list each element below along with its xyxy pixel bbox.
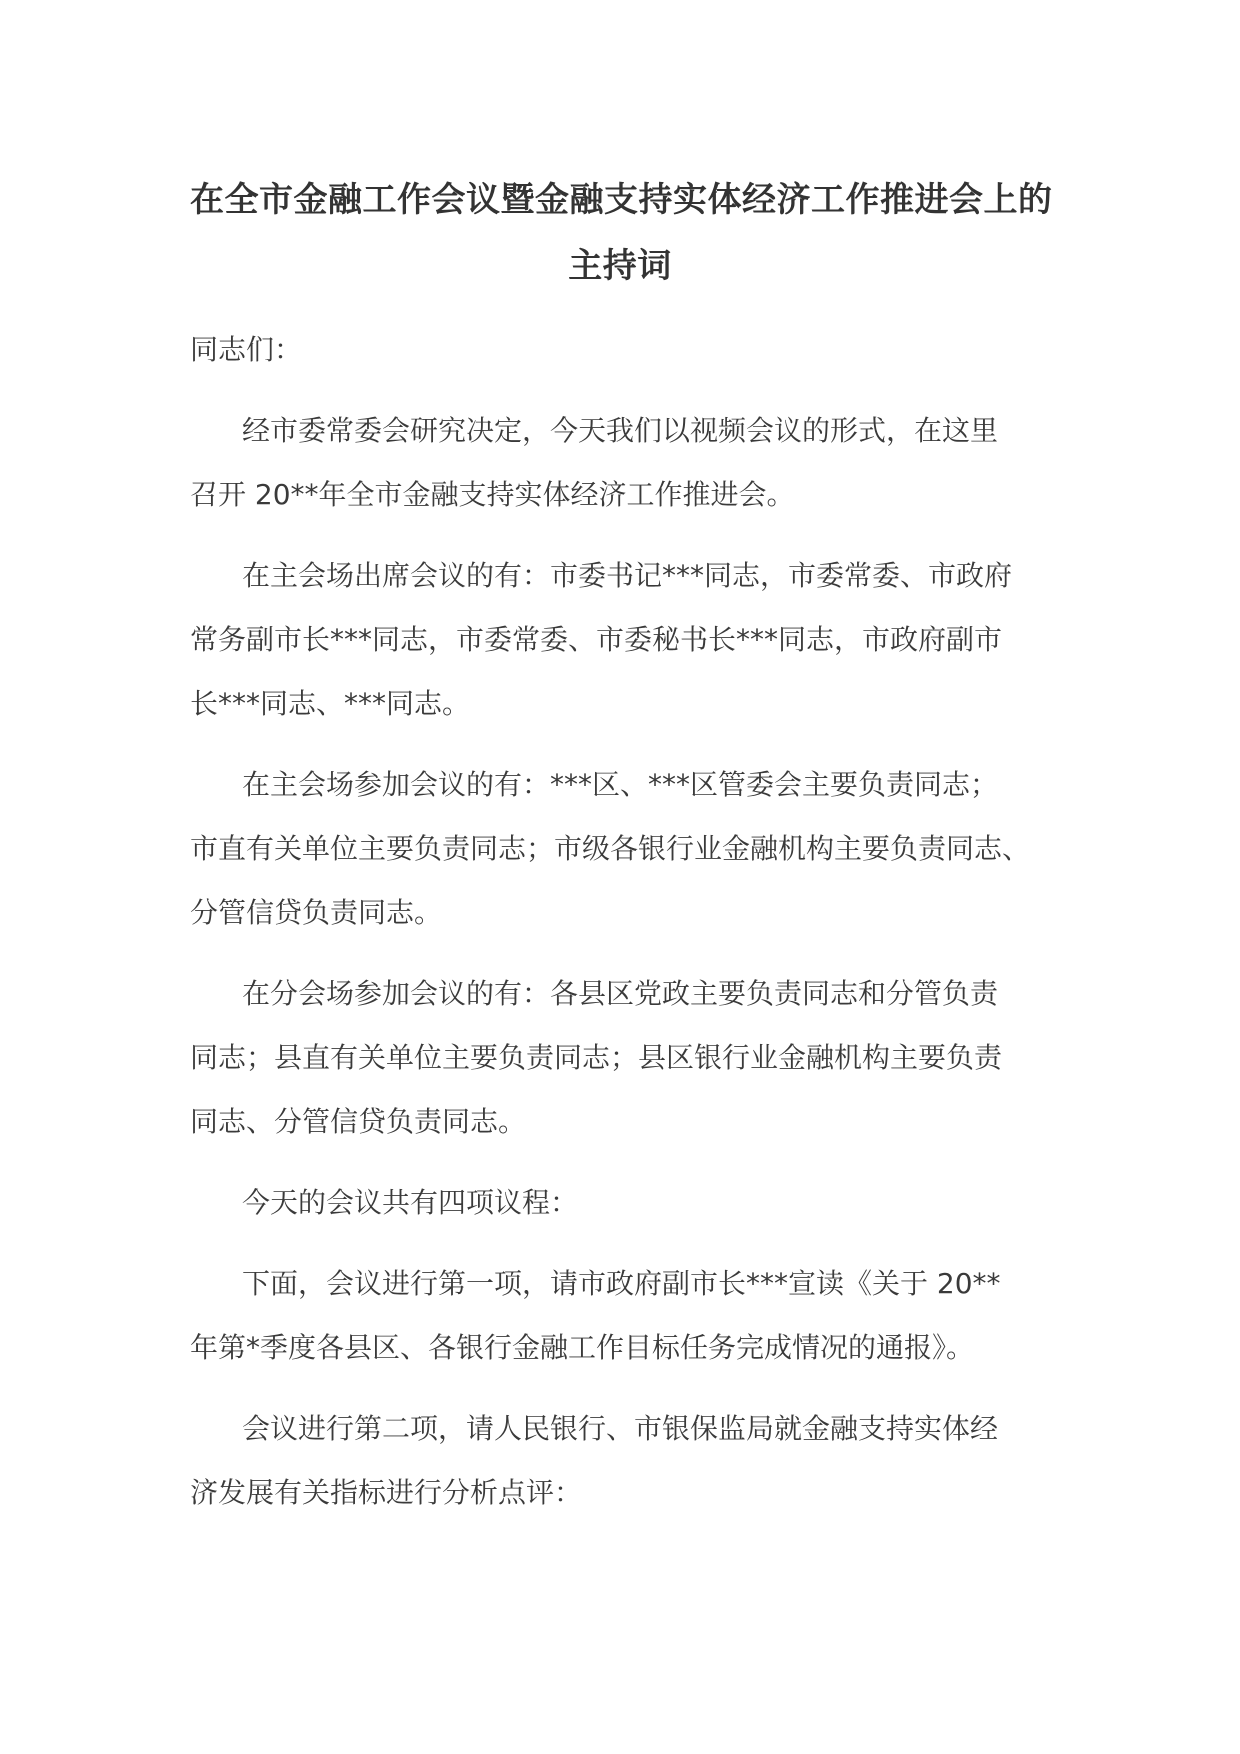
paragraph-line: 分管信贷负责同志。 xyxy=(190,896,443,929)
paragraph-2 xyxy=(190,544,1070,736)
salutation: 同志们： xyxy=(190,333,303,366)
paragraph-line: 在主会场参加会议的有：***区、***区管委会主要负责同志； xyxy=(242,768,999,801)
paragraph-6 xyxy=(190,1252,1070,1380)
paragraph-line: 济发展有关指标进行分析点评： xyxy=(190,1476,583,1509)
paragraph-line: 年第*季度各县区、各银行金融工作目标任务完成情况的通报》。 xyxy=(190,1331,975,1364)
paragraph-line: 经市委常委会研究决定，今天我们以视频会议的形式，在这里 xyxy=(242,414,999,447)
paragraph-line: 同志、分管信贷负责同志。 xyxy=(190,1105,527,1138)
paragraph-3 xyxy=(190,753,1070,945)
paragraph-line: 在主会场出席会议的有：市委书记***同志，市委常委、市政府 xyxy=(242,559,1013,592)
paragraph-4 xyxy=(190,962,1070,1154)
paragraph-line: 常务副市长***同志，市委常委、市委秘书长***同志，市政府副市 xyxy=(190,623,1003,656)
paragraph-7 xyxy=(190,1397,1070,1525)
paragraph-line: 市直有关单位主要负责同志；市级各银行业金融机构主要负责同志、 xyxy=(190,832,1031,865)
paragraph-1 xyxy=(190,399,1070,527)
paragraph-line: 在分会场参加会议的有：各县区党政主要负责同志和分管负责 xyxy=(242,977,999,1010)
paragraph-line: 同志；县直有关单位主要负责同志；县区银行业金融机构主要负责 xyxy=(190,1041,1003,1074)
paragraph-line: 长***同志、***同志。 xyxy=(190,687,471,720)
document-title-line-1: 在全市金融工作会议暨金融支持实体经济工作推进会上的 xyxy=(190,180,1053,220)
document-body xyxy=(190,318,1070,1542)
paragraph-line: 下面，会议进行第一项，请市政府副市长***宣读《关于 20** xyxy=(242,1267,1001,1300)
paragraph-line: 召开 20**年全市金融支持实体经济工作推进会。 xyxy=(190,478,795,511)
paragraph-5 xyxy=(190,1171,1070,1235)
document-title-line-2: 主持词 xyxy=(568,246,672,286)
paragraph-line: 会议进行第二项，请人民银行、市银保监局就金融支持实体经 xyxy=(242,1412,999,1445)
paragraph-line: 今天的会议共有四项议程： xyxy=(242,1186,579,1219)
